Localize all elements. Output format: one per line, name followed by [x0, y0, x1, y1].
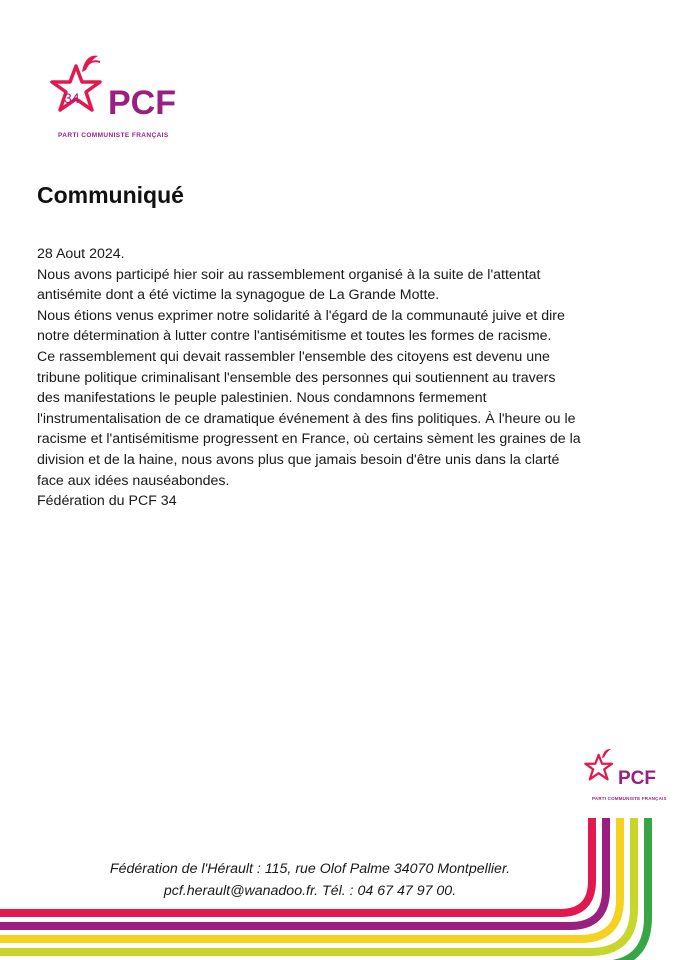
date-line: 28 Aout 2024.	[37, 246, 125, 262]
body-line: Nous étions venus exprimer notre solidarité à l'égard de la communauté juive et dire	[37, 307, 565, 324]
body-line: antisémite dont a été victime la synagogue de La Grande Motte.	[37, 287, 440, 304]
footer-email-phone: pcf.herault@wanadoo.fr. Tél. : 04 67 47 97 00.	[163, 883, 457, 899]
communique-body	[37, 244, 637, 512]
body-line: division et de la haine, nous avons plus que jamais besoin d'être unis dans la clarté	[37, 451, 560, 468]
footer-contact	[0, 858, 620, 902]
body-line: Ce rassemblement qui devait rassembler l'ensemble des citoyens est devenu une	[37, 348, 550, 365]
logo-number: 34	[64, 90, 80, 106]
footer-address: Fédération de l'Hérault : 115, rue Olof Palme 34070 Montpellier.	[109, 861, 511, 877]
body-line: tribune politique criminalisant l'ensemble des personnes qui soutiennent au travers	[37, 369, 556, 386]
header-logo	[46, 50, 206, 150]
body-line: l'instrumentalisation de ce dramatique événement à des fins politiques. À l'heure ou le	[37, 410, 576, 427]
signature: Fédération du PCF 34	[37, 493, 177, 510]
body-line: racisme et l'antisémitisme progressent en France, où certains sèment les graines de la	[37, 431, 581, 448]
logo-subtitle: PARTI COMMUNISTE FRANÇAIS	[58, 132, 169, 139]
body-line: face aux idées nauséabondes.	[37, 472, 230, 489]
body-line: des manifestations le peuple palestinien. Nous condamnons fermement	[37, 390, 487, 407]
footer-logo	[582, 746, 679, 806]
logo-text: PCF	[108, 84, 176, 122]
pcf-star-icon	[582, 746, 622, 786]
logo-text: PCF	[618, 768, 656, 789]
body-line: Nous avons participé hier soir au rassemblement organisé à la suite de l'attentat	[37, 266, 541, 283]
document-title: Communiqué	[37, 182, 184, 208]
logo-subtitle: PARTI COMMUNISTE FRANÇAIS	[592, 796, 667, 801]
body-line: notre détermination à lutter contre l'antisémitisme et toutes les formes de racisme.	[37, 328, 552, 345]
